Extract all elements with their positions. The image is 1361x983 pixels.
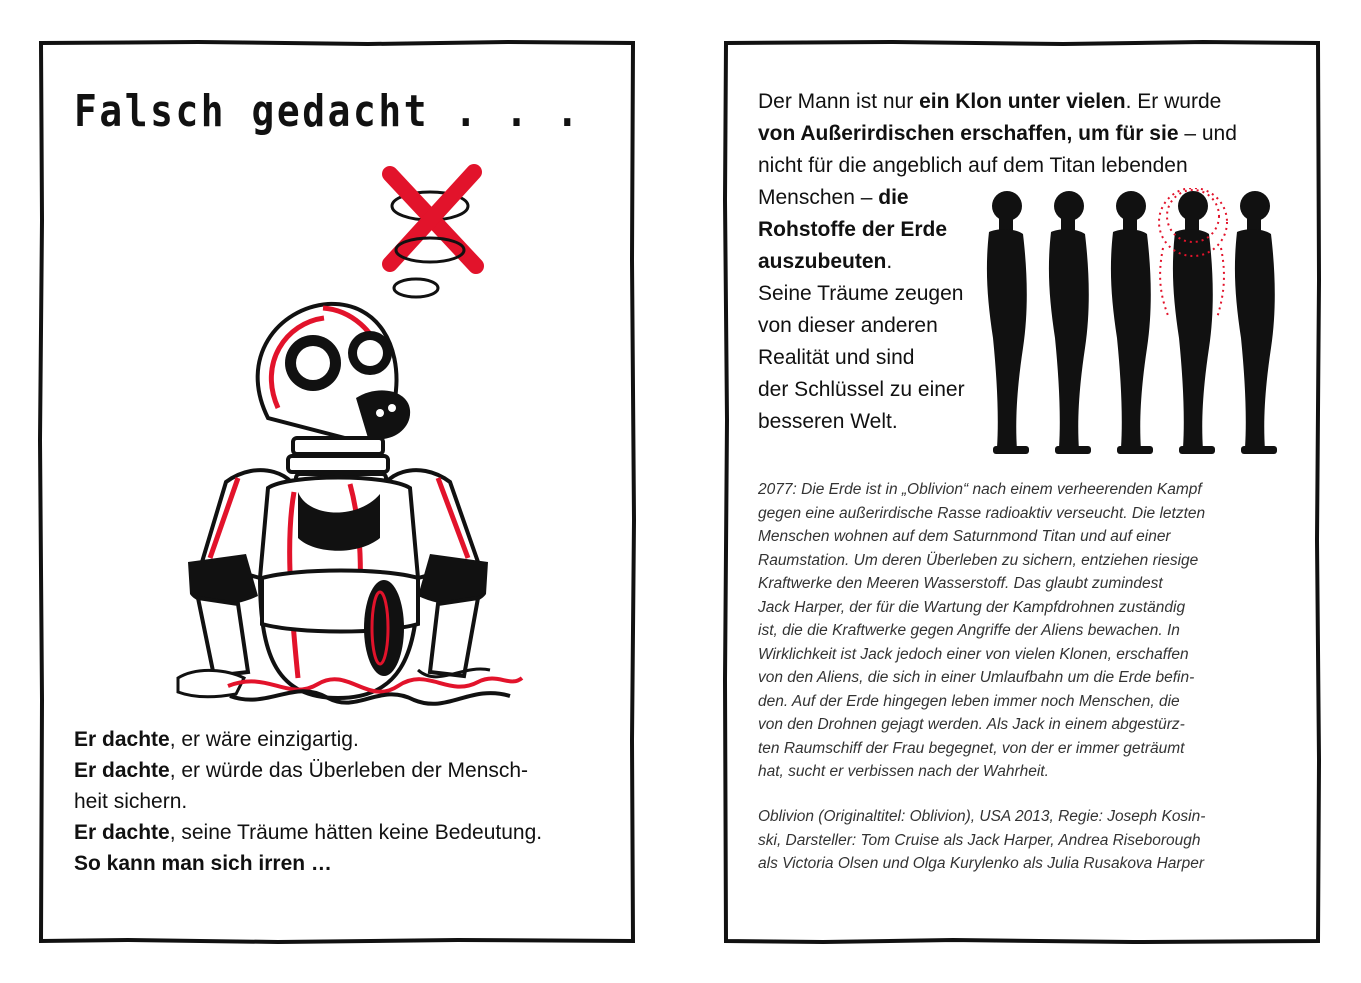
synopsis-line: hat, sucht er verbissen nach der Wahrheit. [758, 763, 1049, 780]
synopsis-line: gegen eine außerirdische Rasse radioaktiv verseucht. Die letzten [758, 504, 1206, 522]
synopsis-block [758, 478, 1205, 784]
synopsis-line: 2077: Die Erde ist in „Oblivion“ nach einem verheerenden Kampf [758, 481, 1202, 498]
clones-illustration [981, 188, 1301, 458]
synopsis-line: Wirklichkeit ist Jack jedoch einer von vielen Klonen, erschaffen [758, 645, 1189, 663]
text-line: Er dachte, seine Träume hätten keine Bedeutung. [74, 821, 543, 844]
left-text-block [74, 724, 542, 879]
intro-line: von Außerirdischen erschaffen, um für sie – und [758, 122, 1237, 145]
intro-line: Rohstoffe der Erde [758, 218, 948, 241]
text-line: Er dachte, er würde das Überleben der Mensch- [74, 759, 529, 782]
left-card [38, 40, 636, 944]
text-line: Er dachte, er wäre einzigartig. [74, 728, 359, 751]
robot-illustration [118, 158, 558, 718]
synopsis-line: Raumstation. Um deren Überleben zu sichern, entziehen riesige [758, 551, 1199, 569]
synopsis-line: von den Drohnen gejagt werden. Als Jack in einem abgestürz- [758, 716, 1185, 733]
synopsis-line: den. Auf der Erde hingegen leben immer noch Menschen, die [758, 692, 1180, 710]
intro-line: nicht für die angeblich auf dem Titan lebenden [758, 154, 1188, 177]
intro-line: Menschen – die [758, 186, 909, 209]
text-line: So kann man sich irren … [74, 852, 332, 875]
credits-line: Oblivion (Originaltitel: Oblivion), USA 2013, Regie: Joseph Kosin- [758, 808, 1206, 825]
intro-line: von dieser anderen [758, 314, 938, 337]
intro-line: auszubeuten. [758, 250, 893, 273]
text-line: heit sichern. [74, 790, 188, 813]
synopsis-line: von den Aliens, die sich in einer Umlaufbahn um die Erde befin- [758, 669, 1195, 686]
right-card [723, 40, 1321, 944]
synopsis-line: Menschen wohnen auf dem Saturnmond Titan und auf einer [758, 528, 1171, 545]
intro-line: besseren Welt. [758, 410, 898, 433]
synopsis-line: ist, die die Kraftwerke gegen Angriffe der Aliens bewachen. In [758, 622, 1180, 639]
intro-line: Der Mann ist nur ein Klon unter vielen. Er wurde [758, 90, 1222, 113]
page-title: Falsch gedacht . . . [74, 86, 582, 137]
intro-line: Realität und sind [758, 346, 915, 369]
intro-line: der Schlüssel zu einer [758, 378, 965, 401]
intro-line: Seine Träume zeugen [758, 282, 964, 305]
credits-block [758, 805, 1205, 876]
credits-line: als Victoria Olsen und Olga Kurylenko als Julia Rusakova Harper [758, 855, 1204, 872]
synopsis-line: Jack Harper, der für die Wartung der Kampfdrohnen zuständig [758, 598, 1186, 616]
credits-line: ski, Darsteller: Tom Cruise als Jack Harper, Andrea Riseborough [758, 831, 1201, 849]
synopsis-line: Kraftwerke den Meeren Wasserstoff. Das glaubt zumindest [758, 575, 1163, 592]
synopsis-line: ten Raumschiff der Frau begegnet, von der er immer geträumt [758, 739, 1185, 757]
